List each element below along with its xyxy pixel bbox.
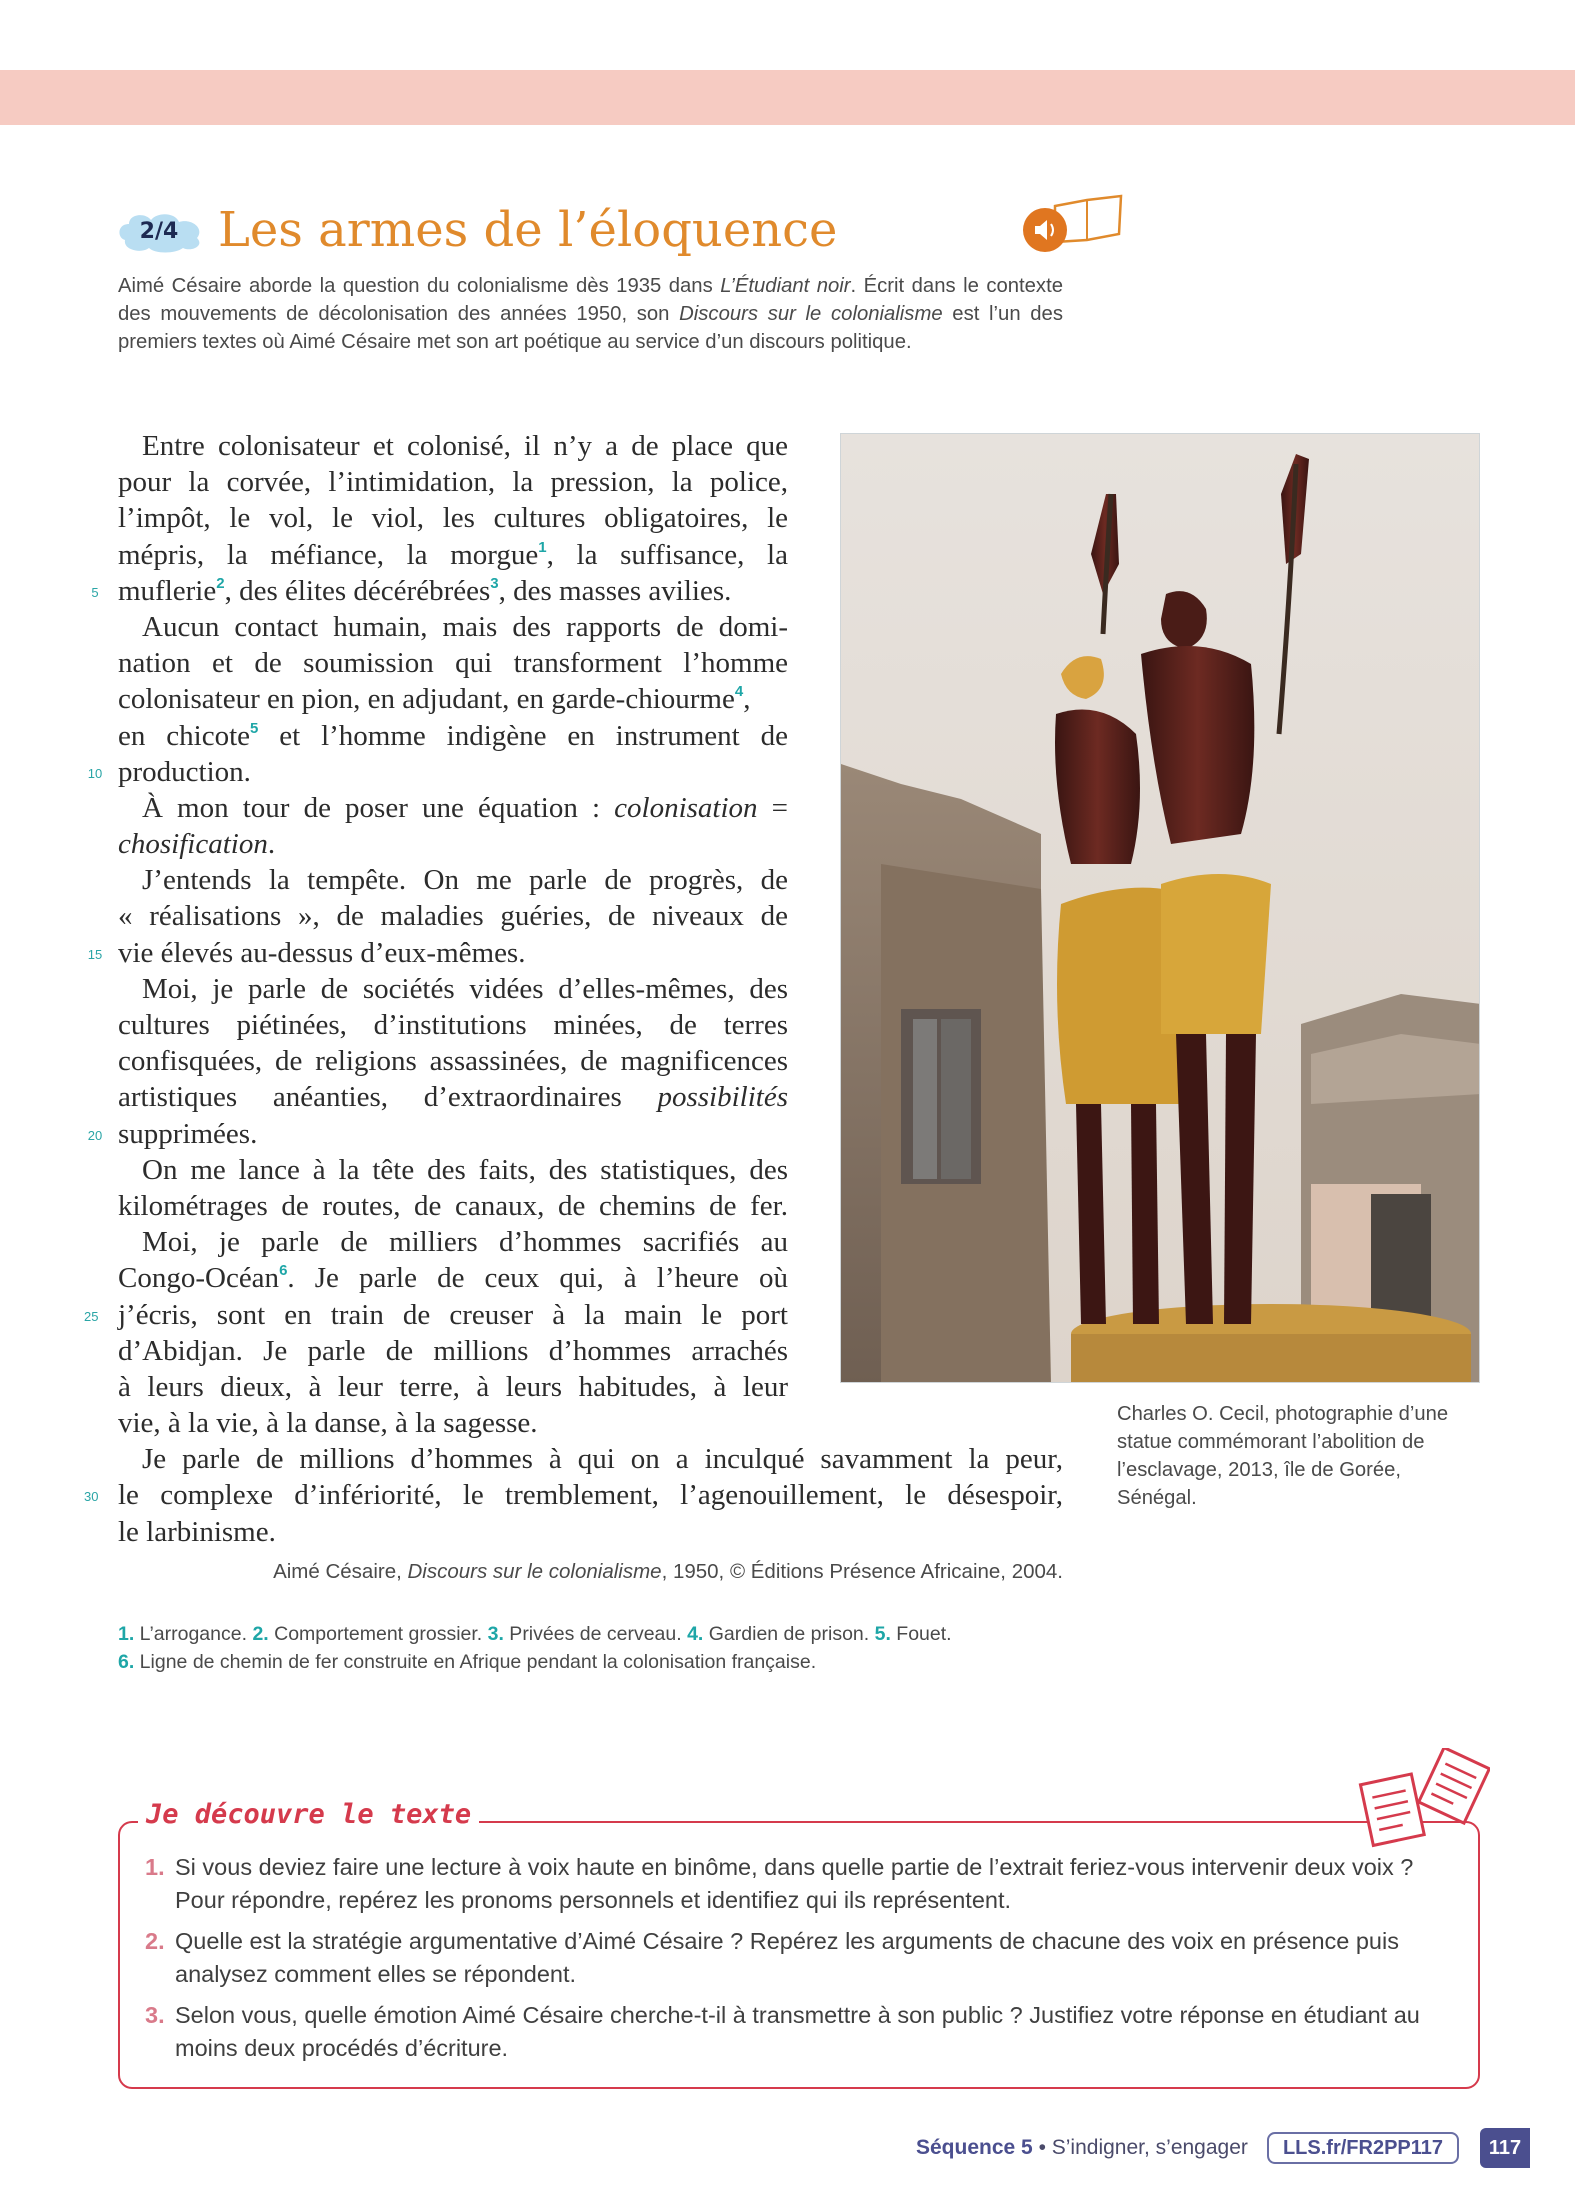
photo-caption: Charles O. Cecil, photographie d’une statue commémorant l’abolition de l’esclavage, 2013, île de Gorée, Sénégal.: [1117, 1403, 1449, 1509]
text-line: Moi, je parle de sociétés vidées d’elles-mêmes, des: [142, 972, 788, 1005]
footnote-ref[interactable]: 1: [538, 538, 547, 556]
footer-link[interactable]: LLS.fr/FR2PP117: [1267, 2132, 1459, 2164]
page-number: 117: [1480, 2128, 1530, 2168]
text-line: À mon tour de poser une équation : colonisation =: [142, 791, 789, 824]
statue-photograph: [840, 433, 1480, 1383]
page-title: Les armes de l’éloquence: [218, 202, 838, 258]
line-number: 10: [87, 765, 103, 781]
text-line: chosification.: [118, 828, 276, 861]
text-line: pour la corvée, l’intimidation, la pression, la police,: [118, 466, 788, 499]
text-line: colonisateur en pion, en adjudant, en garde-chiourme$^4$,: [118, 683, 751, 716]
text-line: en chicote$^5$ et l’homme indigène en instrument de: [118, 719, 788, 752]
question-item: 1. Si vous deviez faire une lecture à voix haute en binôme, dans quelle partie de l’extrait feriez-vous intervenir deux voix ? Pour répondre, repérez les pronoms personnels et identifiez qui ils représentent.: [145, 1854, 1414, 1913]
footnote-ref[interactable]: 2: [216, 574, 225, 592]
text-line: Congo-Océan$^6$. Je parle de ceux qui, à l’heure où: [118, 1262, 788, 1295]
footnote-ref[interactable]: 4: [734, 683, 744, 701]
footnotes-line-1: 1. L’arrogance. 2. Comportement grossier. 3. Privées de cerveau. 4. Gardien de prison. 5. Fouet.: [118, 1623, 952, 1645]
audio-book-icon[interactable]: [1015, 194, 1125, 264]
footnotes-line-2: 6. Ligne de chemin de fer construite en Afrique pendant la colonisation française.: [118, 1651, 817, 1673]
text-line: à leurs dieux, à leur terre, à leurs habitudes, à leur: [118, 1370, 788, 1403]
footnote-ref[interactable]: 6: [279, 1262, 288, 1280]
line-number: 25: [84, 1308, 99, 1324]
text-line: mépris, la méfiance, la morgue$^1$, la suffisance, la: [118, 538, 788, 571]
footnote-ref[interactable]: 5: [250, 719, 259, 737]
document-header: [115, 200, 1115, 270]
text-line: d’Abidjan. Je parle de millions d’hommes arrachés: [118, 1334, 788, 1367]
text-line: Entre colonisateur et colonisé, il n’y a de place que: [142, 430, 788, 462]
line-number: 20: [87, 1127, 103, 1143]
document-number-badge: [115, 210, 207, 254]
text-line: 30 le complexe d’infériorité, le tremblement, l’agenouillement, le désespoir,: [84, 1479, 1063, 1512]
text-line: Moi, je parle de milliers d’hommes sacrifiés au: [142, 1226, 788, 1259]
footnote-ref[interactable]: 3: [490, 574, 499, 592]
text-line: confisquées, de religions assassinées, de magnificences: [118, 1045, 788, 1078]
source-citation: Aimé Césaire, Discours sur le colonialisme, 1950, © Éditions Présence Africaine, 2004.: [273, 1560, 1063, 1583]
text-line: kilométrages de routes, de canaux, de chemins de fer.: [118, 1189, 788, 1222]
text-line: « réalisations », de maladies guéries, de niveaux de: [118, 900, 788, 933]
text-line: Je parle de millions d’hommes à qui on a inculqué savamment la peur,: [142, 1443, 1063, 1476]
text-line: Aucun contact humain, mais des rapports de domi-: [142, 610, 788, 643]
text-line: 25 j’écris, sont en train de creuser à la main le port: [84, 1298, 788, 1331]
text-line: le larbinisme.: [118, 1515, 276, 1548]
line-number: 15: [87, 946, 103, 962]
question-item: 2. Quelle est la stratégie argumentative d’Aimé Césaire ? Repérez les arguments de chacune des voix en présence puis analysez comment elles se répondent.: [145, 1928, 1399, 1987]
text-line: 20 supprimées.: [118, 1116, 788, 1152]
text-line: 15 vie élevés au-dessus d’eux-mêmes.: [118, 935, 788, 971]
text-line: cultures piétinées, d’institutions minées, de terres: [118, 1009, 788, 1041]
question-item: 3. Selon vous, quelle émotion Aimé Césaire cherche-t-il à transmettre à son public ? Justifiez votre réponse en étudiant au moins deux procédés d’écriture.: [145, 2002, 1420, 2061]
footnotes: [118, 1620, 1078, 1676]
top-color-band: [0, 70, 1575, 125]
text-line: 10 production.: [118, 754, 788, 790]
text-line: J’entends la tempête. On me parle de progrès, de: [142, 864, 788, 897]
text-line: On me lance à la tête des faits, des statistiques, des: [142, 1153, 788, 1186]
page-footer: [900, 2130, 1475, 2166]
text-line: nation et de soumission qui transforment l’homme: [118, 647, 788, 680]
text-line: artistiques anéanties, d’extraordinaires possibilités: [118, 1081, 788, 1114]
document-number: 2/4: [139, 219, 179, 244]
decouvre-title: Je découvre le texte: [138, 1799, 479, 1830]
line-number: 5: [91, 584, 99, 600]
footer-sequence: Séquence 5 • S’indigner, s’engager: [916, 2136, 1248, 2159]
text-line: 5 muflerie$^2$, des élites décérébrées$^3$, des masses avilies.: [118, 573, 788, 609]
line-number: 30: [84, 1489, 99, 1505]
text-line: vie, à la vie, à la danse, à la sagesse.: [118, 1407, 538, 1440]
text-line: l’impôt, le vol, le viol, les cultures obligatoires, le: [118, 502, 788, 535]
intro-paragraph: Aimé Césaire aborde la question du colonialisme dès 1935 dans L’Étudiant noir. Écrit dans le contexte des mouvements de décolonisation des années 1950, son Discours sur le colonialisme est l’un des premiers textes où Aimé Césaire met son art poétique au service d’un discours politique.: [118, 275, 1063, 353]
papers-icon: [1350, 1748, 1490, 1848]
